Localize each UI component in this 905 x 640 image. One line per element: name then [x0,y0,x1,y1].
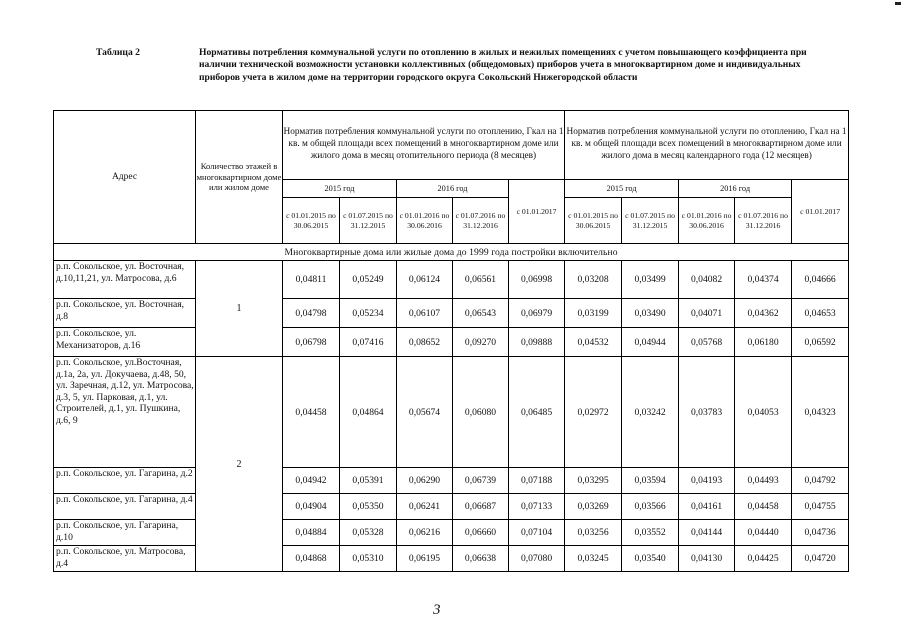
value-cell: 0,04811 [283,261,340,299]
value-cell: 0,07104 [509,520,565,546]
address-cell: р.п. Сокольское, ул.Восточная, д.1а, 2а, ул. Докучаева, д.48, 50, ул. Заречная, д.12, ул. Матросова, д.3, 5, ул. Парковая, д.1, ул. Строителей, д.1, ул. Пушкина, д.6, 9 [54,357,196,468]
value-cell: 0,06107 [397,299,453,328]
value-cell: 0,04193 [679,468,735,494]
value-cell: 0,06592 [792,328,849,357]
table-row [54,546,849,572]
page-number: 3 [433,602,441,618]
norms-table [53,110,849,572]
value-cell: 0,03566 [622,494,679,520]
value-cell: 0,04458 [283,357,340,468]
header-period: с 01.01.2015 по 30.06.2015 [565,198,622,244]
table-row [54,468,849,494]
value-cell: 0,05391 [340,468,397,494]
value-cell: 0,06485 [509,357,565,468]
value-cell: 0,04161 [679,494,735,520]
header-period: с 01.07.2016 по 31.12.2016 [453,198,509,244]
value-cell: 0,06080 [453,357,509,468]
value-cell: 0,04425 [735,546,792,572]
floors-cell: 1 [196,261,283,357]
value-cell: 0,04864 [340,357,397,468]
header-year-2015: 2015 год [283,180,397,198]
value-cell: 0,04653 [792,299,849,328]
header-year-2015: 2015 год [565,180,679,198]
value-cell: 0,04792 [792,468,849,494]
value-cell: 0,04323 [792,357,849,468]
value-cell: 0,05310 [340,546,397,572]
value-cell: 0,04868 [283,546,340,572]
value-cell: 0,04884 [283,520,340,546]
value-cell: 0,04736 [792,520,849,546]
value-cell: 0,06660 [453,520,509,546]
value-cell: 0,04798 [283,299,340,328]
value-cell: 0,05350 [340,494,397,520]
header-period: с 01.01.2015 по 30.06.2015 [283,198,340,244]
value-cell: 0,04532 [565,328,622,357]
value-cell: 0,06979 [509,299,565,328]
table-row [54,357,849,468]
value-cell: 0,04130 [679,546,735,572]
value-cell: 0,03199 [565,299,622,328]
value-cell: 0,09270 [453,328,509,357]
header-period: с 01.01.2016 по 30.06.2016 [679,198,735,244]
value-cell: 0,06687 [453,494,509,520]
address-cell: р.п. Сокольское, ул. Механизаторов, д.16 [54,328,196,357]
value-cell: 0,04942 [283,468,340,494]
value-cell: 0,04374 [735,261,792,299]
value-cell: 0,06998 [509,261,565,299]
value-cell: 0,05249 [340,261,397,299]
value-cell: 0,07416 [340,328,397,357]
header-calendar-year: Норматив потребления коммунальной услуги по отоплению, Гкал на 1 кв. м общей площади всех помещений в многоквартирном доме или жилого дома в месяц календарного года (12 месяцев) [565,111,849,180]
address-cell: р.п. Сокольское, ул. Матросова, д.4 [54,546,196,572]
floors-cell: 2 [196,357,283,572]
header-period-2017: с 01.01.2017 [509,180,565,244]
header-period-2017: с 01.01.2017 [792,180,849,244]
value-cell: 0,03552 [622,520,679,546]
header-period: с 01.07.2015 по 31.12.2015 [622,198,679,244]
header-floors: Количество этажей в многоквартирном доме или жилом доме [196,111,283,244]
header-year-2016: 2016 год [679,180,792,198]
header-period: с 01.07.2015 по 31.12.2015 [340,198,397,244]
value-cell: 0,06638 [453,546,509,572]
table-row [54,299,849,328]
table-title: Нормативы потребления коммунальной услуги по отоплению в жилых и нежилых помещениях с учетом повышающего коэффициента при наличии технической возможности установки коллективных (общедомовых) приборов учета в многоквартирном доме и индивидуальных приборов учета в жилом доме на территории городского округа Сокольский Нижегородской области [199,47,807,83]
value-cell: 0,04666 [792,261,849,299]
value-cell: 0,03490 [622,299,679,328]
address-cell: р.п. Сокольское, ул. Восточная, д.10,11,21, ул. Матросова, д.6 [54,261,196,299]
value-cell: 0,04053 [735,357,792,468]
value-cell: 0,06798 [283,328,340,357]
value-cell: 0,03245 [565,546,622,572]
value-cell: 0,03269 [565,494,622,520]
address-cell: р.п. Сокольское, ул. Восточная, д.8 [54,299,196,328]
table-row [54,494,849,520]
value-cell: 0,04904 [283,494,340,520]
table-row [54,328,849,357]
value-cell: 0,06290 [397,468,453,494]
value-cell: 0,06543 [453,299,509,328]
value-cell: 0,03540 [622,546,679,572]
value-cell: 0,07080 [509,546,565,572]
value-cell: 0,04144 [679,520,735,546]
value-cell: 0,03594 [622,468,679,494]
page-corner-mark [895,2,901,5]
table-row [54,520,849,546]
value-cell: 0,04755 [792,494,849,520]
value-cell: 0,04082 [679,261,735,299]
value-cell: 0,08652 [397,328,453,357]
value-cell: 0,04458 [735,494,792,520]
value-cell: 0,05234 [340,299,397,328]
address-cell: р.п. Сокольское, ул. Гагарина, д.10 [54,520,196,546]
header-address: Адрес [54,111,196,244]
value-cell: 0,05328 [340,520,397,546]
value-cell: 0,03499 [622,261,679,299]
value-cell: 0,06195 [397,546,453,572]
value-cell: 0,07188 [509,468,565,494]
value-cell: 0,06124 [397,261,453,299]
value-cell: 0,06216 [397,520,453,546]
value-cell: 0,04493 [735,468,792,494]
value-cell: 0,05674 [397,357,453,468]
value-cell: 0,06561 [453,261,509,299]
value-cell: 0,03242 [622,357,679,468]
header-year-2016: 2016 год [397,180,509,198]
value-cell: 0,07133 [509,494,565,520]
value-cell: 0,03783 [679,357,735,468]
value-cell: 0,04720 [792,546,849,572]
value-cell: 0,02972 [565,357,622,468]
header-period: с 01.01.2016 по 30.06.2016 [397,198,453,244]
value-cell: 0,03208 [565,261,622,299]
header-period: с 01.07.2016 по 31.12.2016 [735,198,792,244]
value-cell: 0,04071 [679,299,735,328]
value-cell: 0,03256 [565,520,622,546]
address-cell: р.п. Сокольское, ул. Гагарина, д.2 [54,468,196,494]
table-row [54,261,849,299]
value-cell: 0,06241 [397,494,453,520]
value-cell: 0,04944 [622,328,679,357]
header-heating-period: Норматив потребления коммунальной услуги по отоплению, Гкал на 1 кв. м общей площади всех помещений в многоквартирном доме или жилого дома в месяц отопительного периода (8 месяцев) [283,111,565,180]
value-cell: 0,06180 [735,328,792,357]
section-title: Многоквартирные дома или жилые дома до 1999 года постройки включительно [54,244,849,261]
value-cell: 0,04362 [735,299,792,328]
value-cell: 0,04440 [735,520,792,546]
table-label: Таблица 2 [96,47,140,58]
value-cell: 0,06739 [453,468,509,494]
value-cell: 0,03295 [565,468,622,494]
value-cell: 0,05768 [679,328,735,357]
value-cell: 0,09888 [509,328,565,357]
address-cell: р.п. Сокольское, ул. Гагарина, д.4 [54,494,196,520]
